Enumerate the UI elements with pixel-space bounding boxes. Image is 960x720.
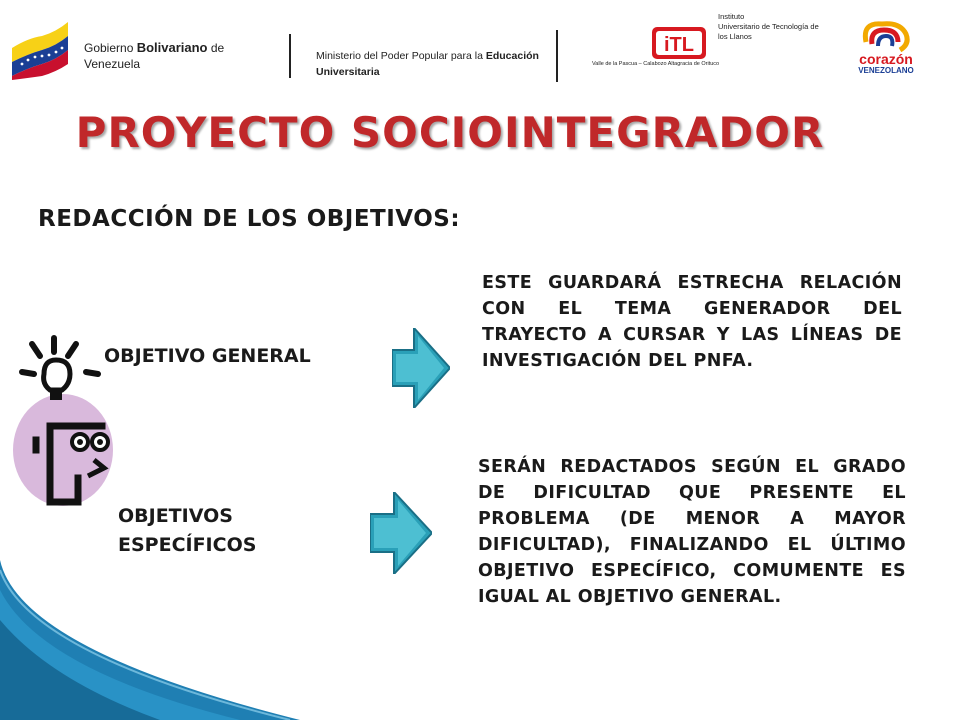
itl-logo-text: iTL — [664, 34, 694, 56]
instituto-text — [718, 12, 828, 42]
header-divider — [556, 30, 558, 82]
decorative-corner-swoosh — [0, 560, 300, 720]
venezolano-word: VENEZOLANO — [858, 66, 914, 75]
slide-title: PROYECTO SOCIOINTEGRADOR — [75, 108, 825, 157]
objetivos-especificos-label: OBJETIVOS ESPECÍFICOS — [118, 505, 257, 556]
slide-subtitle: REDACCIÓN DE LOS OBJETIVOS: — [38, 206, 461, 232]
instituto-line: Instituto — [718, 12, 745, 21]
gobierno-text: Gobierno Bolivariano de Venezuela — [84, 40, 225, 71]
right-arrow-icon — [370, 492, 432, 574]
objetivo-general-description: ESTE GUARDARÁ ESTRECHA RELACIÓN CON EL TEMA GENERADOR DEL TRAYECTO A CURSAR Y LAS LÍNEAS DE INVESTIGACIÓN DEL PNFA. — [482, 273, 902, 371]
objetivos-especificos-description: SERÁN REDACTADOS SEGÚN EL GRADO DE DIFICULTAD QUE PRESENTE EL PROBLEMA (DE MENOR A MAYOR DIFICULTAD), FINALIZANDO EL ÚLTIMO OBJETIVO ESPECÍFICO, COMUMENTE ES IGUAL AL OBJETIVO GENERAL. — [478, 457, 906, 607]
ministerio-text: Ministerio del Poder Popular para la Educación Universitaria — [316, 50, 539, 78]
right-arrow-icon — [392, 328, 450, 408]
header-divider — [289, 34, 291, 78]
corazon-venezolano-logo — [848, 14, 924, 76]
thinker-lightbulb-icon — [8, 330, 118, 508]
objetivo-general-label: OBJETIVO GENERAL — [104, 345, 311, 367]
corazon-word: corazón — [859, 51, 913, 67]
instituto-line: Universitario de Tecnología de — [718, 22, 819, 31]
instituto-line: los Llanos — [718, 32, 752, 41]
valle-text: Valle de la Pascua – Calabozo Altagracia de Orituco — [592, 61, 720, 67]
itl-logo — [651, 26, 707, 60]
venezuela-flag-logo — [8, 18, 72, 80]
